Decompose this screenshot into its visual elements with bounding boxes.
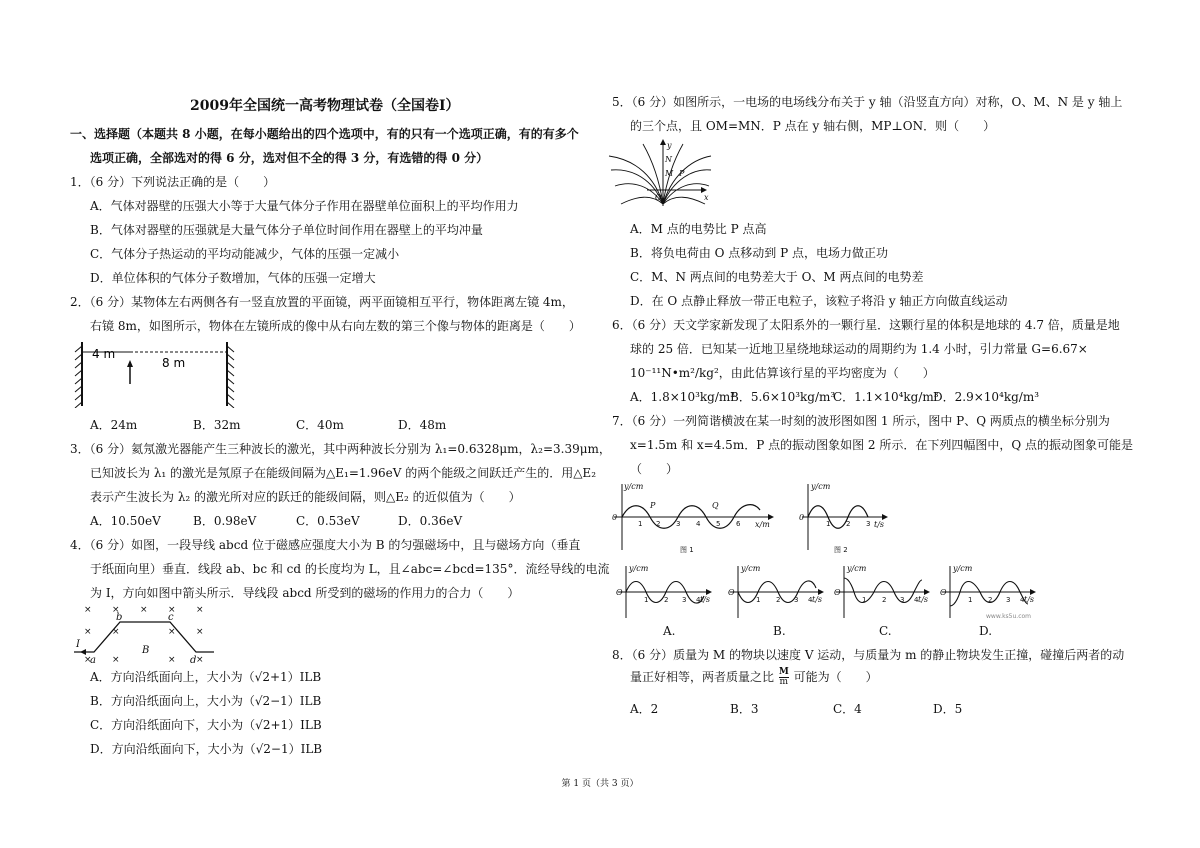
q4-option-d: D．方向沿纸面向下，大小为（√2−1）ILB bbox=[90, 742, 323, 756]
svg-text:×: × bbox=[168, 627, 176, 637]
q7-option-a: A. bbox=[663, 624, 676, 638]
q8-option-c: C．4 bbox=[833, 702, 862, 716]
q5-label-M: M bbox=[665, 169, 674, 178]
q7-fig2-ylabel: y/cm bbox=[811, 482, 831, 491]
q2-mirror-figure bbox=[72, 340, 237, 408]
q5-option-a: A．M 点的电势比 P 点高 bbox=[630, 222, 767, 236]
q2-option-a: A．24m bbox=[90, 418, 138, 432]
section-heading-cont: 选项正确，全部选对的得 6 分，选对但不全的得 3 分，有选错的得 0 分） bbox=[90, 151, 489, 165]
q5-label-y: y bbox=[667, 141, 672, 150]
q5-stem-cont: 的三个点，且 OM=MN．P 点在 y 轴右侧，MP⊥ON．则（ ） bbox=[630, 119, 996, 133]
svg-text:Q: Q bbox=[712, 501, 719, 510]
page-title: 2009年全国统一高考物理试卷（全国卷Ⅰ） bbox=[190, 98, 460, 114]
q4-stem: 4．（6 分）如图，一段导线 abcd 位于磁感应强度大小为 B 的匀强磁场中，且与磁场方向（垂直 bbox=[70, 538, 581, 552]
svg-text:O: O bbox=[616, 588, 623, 597]
q5-label-P: P bbox=[679, 169, 685, 178]
q6-stem: 6．（6 分）天文学家新发现了太阳系外的一颗行星．这颗行星的体积是地球的 4.7 倍，质量是地 bbox=[612, 318, 1120, 332]
svg-text:2: 2 bbox=[882, 596, 887, 604]
q4-stem-cont2: 为 I，方向如图中箭头所示．导线段 abcd 所受到的磁场的作用力的合力（ ） bbox=[90, 586, 520, 600]
svg-text:O: O bbox=[940, 588, 947, 597]
q2-option-b: B．32m bbox=[193, 418, 241, 432]
svg-text:1: 1 bbox=[756, 596, 761, 604]
q8-option-a: A．2 bbox=[630, 702, 659, 716]
svg-text:t/s: t/s bbox=[918, 595, 929, 604]
svg-text:0: 0 bbox=[612, 513, 618, 522]
svg-text:4: 4 bbox=[696, 596, 701, 604]
q5-option-d: D．在 O 点静止释放一带正电粒子，该粒子将沿 y 轴正方向做直线运动 bbox=[630, 294, 1008, 308]
svg-text:t/s: t/s bbox=[1024, 595, 1035, 604]
q5-label-N: N bbox=[665, 155, 672, 164]
svg-text:1: 1 bbox=[862, 596, 867, 604]
section-heading: 一、选择题（本题共 8 小题，在每小题给出的四个选项中，有的只有一个选项正确，有的有多个 bbox=[70, 127, 579, 141]
q8-stem-cont bbox=[630, 668, 878, 687]
svg-text:t/s: t/s bbox=[812, 595, 823, 604]
q1-stem: 1．（6 分）下列说法正确的是（ ） bbox=[70, 175, 276, 189]
q5-field-figure bbox=[607, 138, 712, 208]
q2-fig-right-label: 8 m bbox=[162, 356, 186, 370]
q3-option-b: B．0.98eV bbox=[193, 514, 257, 528]
q7-option-ylabel: y/cm bbox=[629, 564, 649, 573]
q6-stem-cont1: 球的 25 倍．已知某一近地卫星绕地球运动的周期约为 1.4 小时，引力常量 G=6.67× bbox=[630, 342, 1088, 356]
q8-fraction bbox=[779, 668, 789, 687]
q8-stem-post: 可能为（ ） bbox=[793, 670, 878, 684]
q8-stem-pre: 量正好相等，两者质量之比 bbox=[630, 670, 775, 684]
q7-fig1-tick: 2 bbox=[656, 520, 661, 528]
q1-option-d: D．单位体积的气体分子数增加，气体的压强一定增大 bbox=[90, 271, 376, 285]
q8-frac-num: M bbox=[778, 667, 789, 677]
page-footer: 第 1 页（共 3 页） bbox=[561, 779, 639, 789]
q6-option-a: A．1.8×10³kg/m³ bbox=[630, 390, 736, 404]
q7-fig1-tick: 6 bbox=[736, 520, 741, 528]
q5-option-b: B．将负电荷由 O 点移动到 P 点，电场力做正功 bbox=[630, 246, 888, 260]
svg-text:3: 3 bbox=[682, 596, 687, 604]
svg-text:3: 3 bbox=[900, 596, 905, 604]
q3-stem-cont2: 表示产生波长为 λ₂ 的激光所对应的跃迁的能级间隔，则△E₂ 的近似值为（ ） bbox=[90, 490, 521, 504]
q7-fig2-vibration bbox=[798, 480, 893, 555]
svg-text:4: 4 bbox=[808, 596, 813, 604]
q2-option-c: C．40m bbox=[296, 418, 344, 432]
q7-fig2-tick: 2 bbox=[846, 520, 851, 528]
q4-wire-figure bbox=[72, 602, 222, 670]
q6-option-b: B．5.6×10³kg/m³ bbox=[730, 390, 836, 404]
q4-stem-cont1: 于纸面向里）垂直．线段 ab、bc 和 cd 的长度均为 L，且∠abc=∠bcd=135°．流经导线的电流 bbox=[90, 562, 610, 576]
q4-option-c: C．方向沿纸面向下，大小为（√2+1）ILB bbox=[90, 718, 322, 732]
q7-fig1-xlabel: x/m bbox=[755, 520, 770, 529]
q2-option-d: D．48m bbox=[398, 418, 447, 432]
q3-option-d: D．0.36eV bbox=[398, 514, 463, 528]
q1-option-a: A．气体对器壁的压强大小等于大量气体分子作用在器壁单位面积上的平均作用力 bbox=[90, 199, 519, 213]
svg-text:1: 1 bbox=[968, 596, 973, 604]
svg-text:×: × bbox=[112, 655, 120, 665]
q5-label-x: x bbox=[704, 193, 709, 202]
svg-text:×: × bbox=[168, 605, 176, 615]
q7-option-b: B. bbox=[773, 624, 786, 638]
q4-label-a: a bbox=[90, 655, 96, 666]
q6-option-c: C．1.1×10⁴kg/m³ bbox=[833, 390, 939, 404]
q7-fig1-caption: 图 1 bbox=[680, 546, 694, 554]
svg-text:O: O bbox=[728, 588, 735, 597]
svg-text:×: × bbox=[84, 605, 92, 615]
q8-option-b: B．3 bbox=[730, 702, 759, 716]
q1-option-c: C．气体分子热运动的平均动能减少，气体的压强一定减小 bbox=[90, 247, 400, 261]
q7-fig1-tick: 4 bbox=[696, 520, 701, 528]
svg-text:y/cm: y/cm bbox=[953, 564, 973, 573]
svg-text:3: 3 bbox=[1006, 596, 1011, 604]
q7-fig1-tick: 5 bbox=[716, 520, 721, 528]
q5-stem: 5．（6 分）如图所示，一电场的电场线分布关于 y 轴（沿竖直方向）对称，O、M、N 是 y 轴上 bbox=[612, 95, 1123, 109]
q7-stem-cont2: （ ） bbox=[630, 462, 679, 476]
q7-option-graph-a bbox=[612, 562, 717, 622]
svg-text:y/cm: y/cm bbox=[741, 564, 761, 573]
q8-stem: 8．（6 分）质量为 M 的物块以速度 V 运动，与质量为 m 的静止物块发生正撞，碰撞后两者的动 bbox=[612, 648, 1125, 662]
q7-option-d: D. bbox=[979, 624, 993, 638]
svg-text:×: × bbox=[196, 655, 204, 665]
q7-fig1-wave bbox=[610, 480, 780, 555]
q7-fig1-ylabel: y/cm bbox=[624, 482, 644, 491]
q8-frac-den: m bbox=[779, 677, 789, 687]
q7-fig2-caption: 图 2 bbox=[834, 546, 848, 554]
q4-option-a: A．方向沿纸面向上，大小为（√2+1）ILB bbox=[90, 670, 322, 684]
q8-option-d: D．5 bbox=[933, 702, 963, 716]
q7-stem: 7．（6 分）一列简谐横波在某一时刻的波形图如图 1 所示，图中 P、Q 两质点的横坐标分别为 bbox=[612, 414, 1110, 428]
q7-fig1-tick: 3 bbox=[676, 520, 681, 528]
q4-label-I: I bbox=[76, 639, 80, 650]
q5-label-O: O bbox=[655, 193, 662, 202]
svg-text:×: × bbox=[140, 605, 148, 615]
q4-option-b: B．方向沿纸面向上，大小为（√2−1）ILB bbox=[90, 694, 322, 708]
svg-text:2: 2 bbox=[664, 596, 669, 604]
q3-stem: 3．（6 分）氦氖激光器能产生三种波长的激光，其中两种波长分别为 λ₁=0.6328μm，λ₂=3.39μm， bbox=[70, 442, 611, 456]
q7-fig2-tick: 3 bbox=[866, 520, 871, 528]
q7-option-graph-d bbox=[936, 562, 1041, 622]
q2-stem-cont: 右镜 8m，如图所示，物体在左镜所成的像中从右向左数的第三个像与物体的距离是（ ） bbox=[90, 319, 581, 333]
q6-option-d: D．2.9×10⁴kg/m³ bbox=[933, 390, 1040, 404]
svg-text:2: 2 bbox=[988, 596, 993, 604]
q5-option-c: C．M、N 两点间的电势差大于 O、M 两点间的电势差 bbox=[630, 270, 924, 284]
svg-text:y/cm: y/cm bbox=[847, 564, 867, 573]
q7-stem-cont1: x=1.5m 和 x=4.5m．P 点的振动图象如图 2 所示．在下列四幅图中，Q 点的振动图象可能是 bbox=[630, 438, 1134, 452]
q7-watermark: www.ks5u.com bbox=[986, 613, 1032, 620]
q7-option-graph-c bbox=[830, 562, 935, 622]
svg-text:×: × bbox=[196, 605, 204, 615]
svg-text:4: 4 bbox=[914, 596, 919, 604]
svg-text:1: 1 bbox=[644, 596, 649, 604]
q3-option-a: A．10.50eV bbox=[90, 514, 161, 528]
q3-option-c: C．0.53eV bbox=[296, 514, 360, 528]
q4-label-d: d bbox=[190, 655, 197, 666]
q1-option-b: B．气体对器壁的压强就是大量气体分子单位时间作用在器壁上的平均冲量 bbox=[90, 223, 483, 237]
svg-text:O: O bbox=[834, 588, 841, 597]
q6-stem-cont2: 10⁻¹¹N•m²/kg²，由此估算该行星的平均密度为（ ） bbox=[630, 366, 935, 380]
svg-text:P: P bbox=[650, 501, 656, 510]
svg-text:3: 3 bbox=[794, 596, 799, 604]
q4-label-B: B bbox=[142, 645, 150, 656]
q7-fig2-xlabel: t/s bbox=[874, 520, 885, 529]
q4-label-b: b bbox=[116, 612, 123, 623]
q7-option-xlabel: t/s bbox=[700, 595, 711, 604]
svg-text:4: 4 bbox=[1020, 596, 1025, 604]
q2-fig-left-label: 4 m bbox=[92, 347, 116, 361]
q2-stem: 2．（6 分）某物体左右两侧各有一竖直放置的平面镜，两平面镜相互平行，物体距离左镜 4m， bbox=[70, 295, 574, 309]
q3-stem-cont1: 已知波长为 λ₁ 的激光是氖原子在能级间隔为△E₁=1.96eV 的两个能级之间跃迁产生的．用△E₂ bbox=[90, 466, 597, 480]
svg-text:×: × bbox=[196, 627, 204, 637]
q7-option-c: C. bbox=[879, 624, 892, 638]
svg-text:×: × bbox=[84, 655, 92, 665]
q4-label-c: c bbox=[168, 612, 174, 623]
svg-text:×: × bbox=[112, 605, 120, 615]
svg-text:×: × bbox=[84, 627, 92, 637]
svg-text:×: × bbox=[112, 627, 120, 637]
svg-text:×: × bbox=[168, 655, 176, 665]
svg-text:0: 0 bbox=[799, 513, 805, 522]
q7-option-graph-b bbox=[724, 562, 829, 622]
q7-fig2-tick: 1 bbox=[826, 520, 831, 528]
q7-fig1-tick: 1 bbox=[638, 520, 643, 528]
svg-text:2: 2 bbox=[776, 596, 781, 604]
